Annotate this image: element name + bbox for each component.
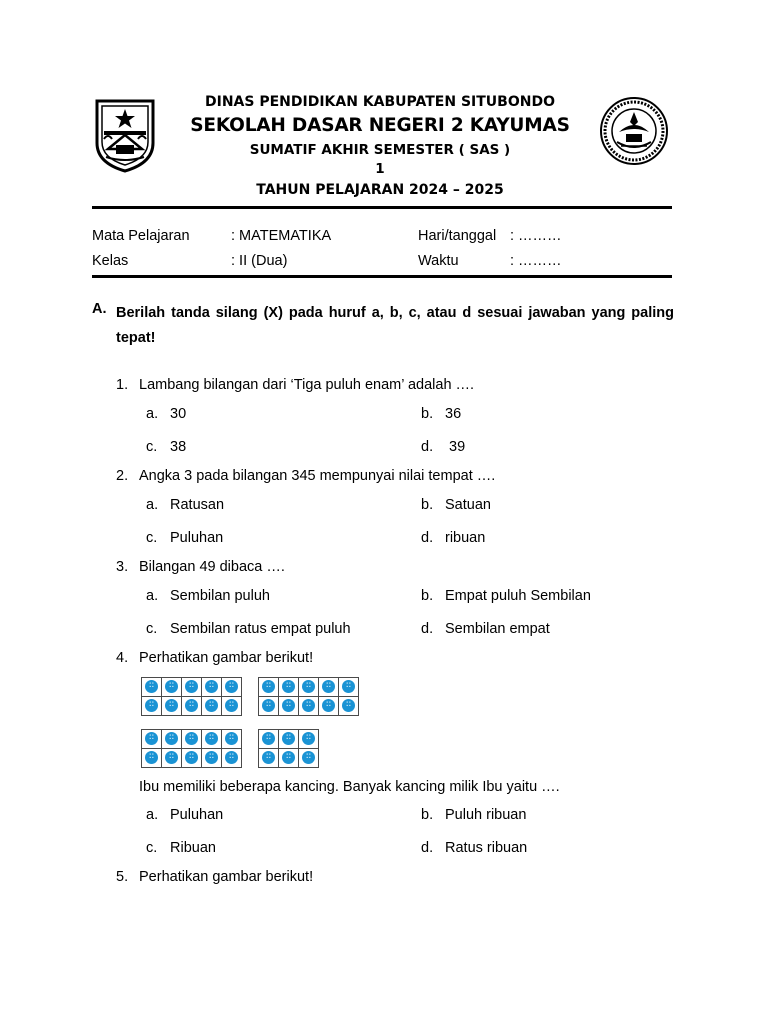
button-cell (222, 678, 242, 697)
button-cell (279, 749, 299, 768)
option-letter: d. (421, 530, 434, 546)
button-icon (302, 680, 315, 693)
button-cell (299, 697, 319, 716)
button-icon (262, 732, 275, 745)
button-cell (142, 697, 162, 716)
button-icon (262, 680, 275, 693)
semester-number: 1 (375, 161, 385, 177)
button-icon (282, 732, 295, 745)
button-cell (182, 730, 202, 749)
question-followup: Ibu memiliki beberapa kancing. Banyak kancing milik Ibu yaitu …. (139, 779, 560, 795)
button-cell (339, 678, 359, 697)
button-cell (299, 749, 319, 768)
button-cell (202, 730, 222, 749)
button-icon (302, 732, 315, 745)
button-icon (225, 732, 238, 745)
button-cell (279, 697, 299, 716)
identity-divider (92, 275, 672, 278)
button-icon (342, 699, 355, 712)
class-value: : II (Dua) (231, 253, 288, 269)
option-letter: b. (421, 588, 434, 604)
exam-title: SUMATIF AKHIR SEMESTER ( SAS ) (249, 142, 511, 158)
button-cell (182, 749, 202, 768)
question-text: Angka 3 pada bilangan 345 mempunyai nilai tempat …. (139, 468, 496, 484)
button-icon (342, 680, 355, 693)
academic-year: TAHUN PELAJARAN 2024 – 2025 (256, 182, 504, 198)
button-icon (205, 680, 218, 693)
option-text: Puluh ribuan (445, 807, 527, 823)
option-text: Ratus ribuan (445, 840, 528, 856)
button-icon (165, 680, 178, 693)
class-label: Kelas (92, 253, 129, 269)
option-text: 39 (445, 439, 466, 455)
button-icon (185, 699, 198, 712)
button-icon (165, 732, 178, 745)
button-icon (262, 699, 275, 712)
option-letter: c. (146, 439, 158, 455)
option-letter: a. (146, 406, 159, 422)
button-icon (205, 751, 218, 764)
header-divider (92, 206, 672, 209)
option-text: Puluhan (170, 807, 224, 823)
button-group (258, 729, 319, 768)
option-letter: c. (146, 840, 158, 856)
option-text: Ribuan (170, 840, 216, 856)
button-icon (225, 680, 238, 693)
option-letter: a. (146, 807, 159, 823)
option-letter: c. (146, 530, 158, 546)
button-cell (222, 730, 242, 749)
button-cell (319, 678, 339, 697)
button-cell (162, 678, 182, 697)
button-icon (185, 751, 198, 764)
option-letter: b. (421, 497, 434, 513)
button-icon (322, 699, 335, 712)
button-icon (302, 699, 315, 712)
option-letter: c. (146, 621, 158, 637)
button-icon (225, 699, 238, 712)
option-text: ribuan (445, 530, 486, 546)
button-icon (205, 699, 218, 712)
school-name: SEKOLAH DASAR NEGERI 2 KAYUMAS (190, 115, 570, 136)
question-number: 5. (116, 869, 129, 885)
button-cell (259, 678, 279, 697)
button-cell (202, 697, 222, 716)
question-text: Perhatikan gambar berikut! (139, 650, 314, 666)
subject-label: Mata Pelajaran (92, 228, 190, 244)
button-cell (259, 730, 279, 749)
option-text: Sembilan empat (445, 621, 550, 637)
button-icon (145, 732, 158, 745)
question-text: Bilangan 49 dibaca …. (139, 559, 285, 575)
button-cell (202, 749, 222, 768)
option-letter: b. (421, 807, 434, 823)
button-cell (142, 678, 162, 697)
button-cell (182, 697, 202, 716)
option-letter: d. (421, 439, 434, 455)
option-text: 36 (445, 406, 462, 422)
section-letter: A. (92, 301, 107, 317)
button-cell (259, 749, 279, 768)
button-cell (202, 678, 222, 697)
button-icon (262, 751, 275, 764)
section-instruction: Berilah tanda silang (X) pada huruf a, b, c, atau d sesuai jawaban yang paling tepat! (116, 305, 674, 346)
button-cell (279, 678, 299, 697)
button-cell (182, 678, 202, 697)
agency-title: DINAS PENDIDIKAN KABUPATEN SITUBONDO (205, 94, 555, 110)
question-number: 2. (116, 468, 129, 484)
button-cell (319, 697, 339, 716)
button-cell (162, 697, 182, 716)
option-letter: b. (421, 406, 434, 422)
school-emblem-icon (599, 96, 669, 166)
option-text: Satuan (445, 497, 491, 513)
option-letter: d. (421, 840, 434, 856)
time-label: Waktu (418, 253, 459, 269)
question-text: Lambang bilangan dari ‘Tiga puluh enam’ adalah …. (139, 377, 475, 393)
button-cell (222, 749, 242, 768)
button-group (141, 677, 242, 716)
regency-emblem-icon (94, 97, 156, 173)
question-number: 3. (116, 559, 129, 575)
option-text: 30 (170, 406, 187, 422)
button-cell (222, 697, 242, 716)
button-cell (279, 730, 299, 749)
option-text: Ratusan (170, 497, 225, 513)
button-icon (185, 680, 198, 693)
option-text: 38 (170, 439, 187, 455)
option-text: Sembilan puluh (170, 588, 270, 604)
button-icon (165, 751, 178, 764)
time-value: : ……… (510, 253, 562, 269)
button-cell (142, 730, 162, 749)
button-icon (225, 751, 238, 764)
option-text: Sembilan ratus empat puluh (170, 621, 351, 637)
button-group (258, 677, 359, 716)
button-cell (162, 749, 182, 768)
option-letter: a. (146, 497, 159, 513)
button-icon (185, 732, 198, 745)
question-number: 4. (116, 650, 129, 666)
button-icon (145, 751, 158, 764)
button-icon (302, 751, 315, 764)
option-text: Puluhan (170, 530, 224, 546)
button-icon (282, 699, 295, 712)
button-cell (162, 730, 182, 749)
subject-value: : MATEMATIKA (231, 228, 332, 244)
date-label: Hari/tanggal (418, 228, 497, 244)
question-number: 1. (116, 377, 129, 393)
button-icon (145, 699, 158, 712)
button-icon (282, 751, 295, 764)
button-icon (145, 680, 158, 693)
button-cell (339, 697, 359, 716)
button-cell (259, 697, 279, 716)
option-text: Empat puluh Sembilan (445, 588, 591, 604)
date-value: : ……… (510, 228, 562, 244)
button-cell (142, 749, 162, 768)
button-group (141, 729, 242, 768)
option-letter: a. (146, 588, 159, 604)
button-icon (282, 680, 295, 693)
option-letter: d. (421, 621, 434, 637)
button-icon (165, 699, 178, 712)
button-cell (299, 730, 319, 749)
button-icon (322, 680, 335, 693)
button-cell (299, 678, 319, 697)
question-text: Perhatikan gambar berikut! (139, 869, 314, 885)
button-icon (205, 732, 218, 745)
